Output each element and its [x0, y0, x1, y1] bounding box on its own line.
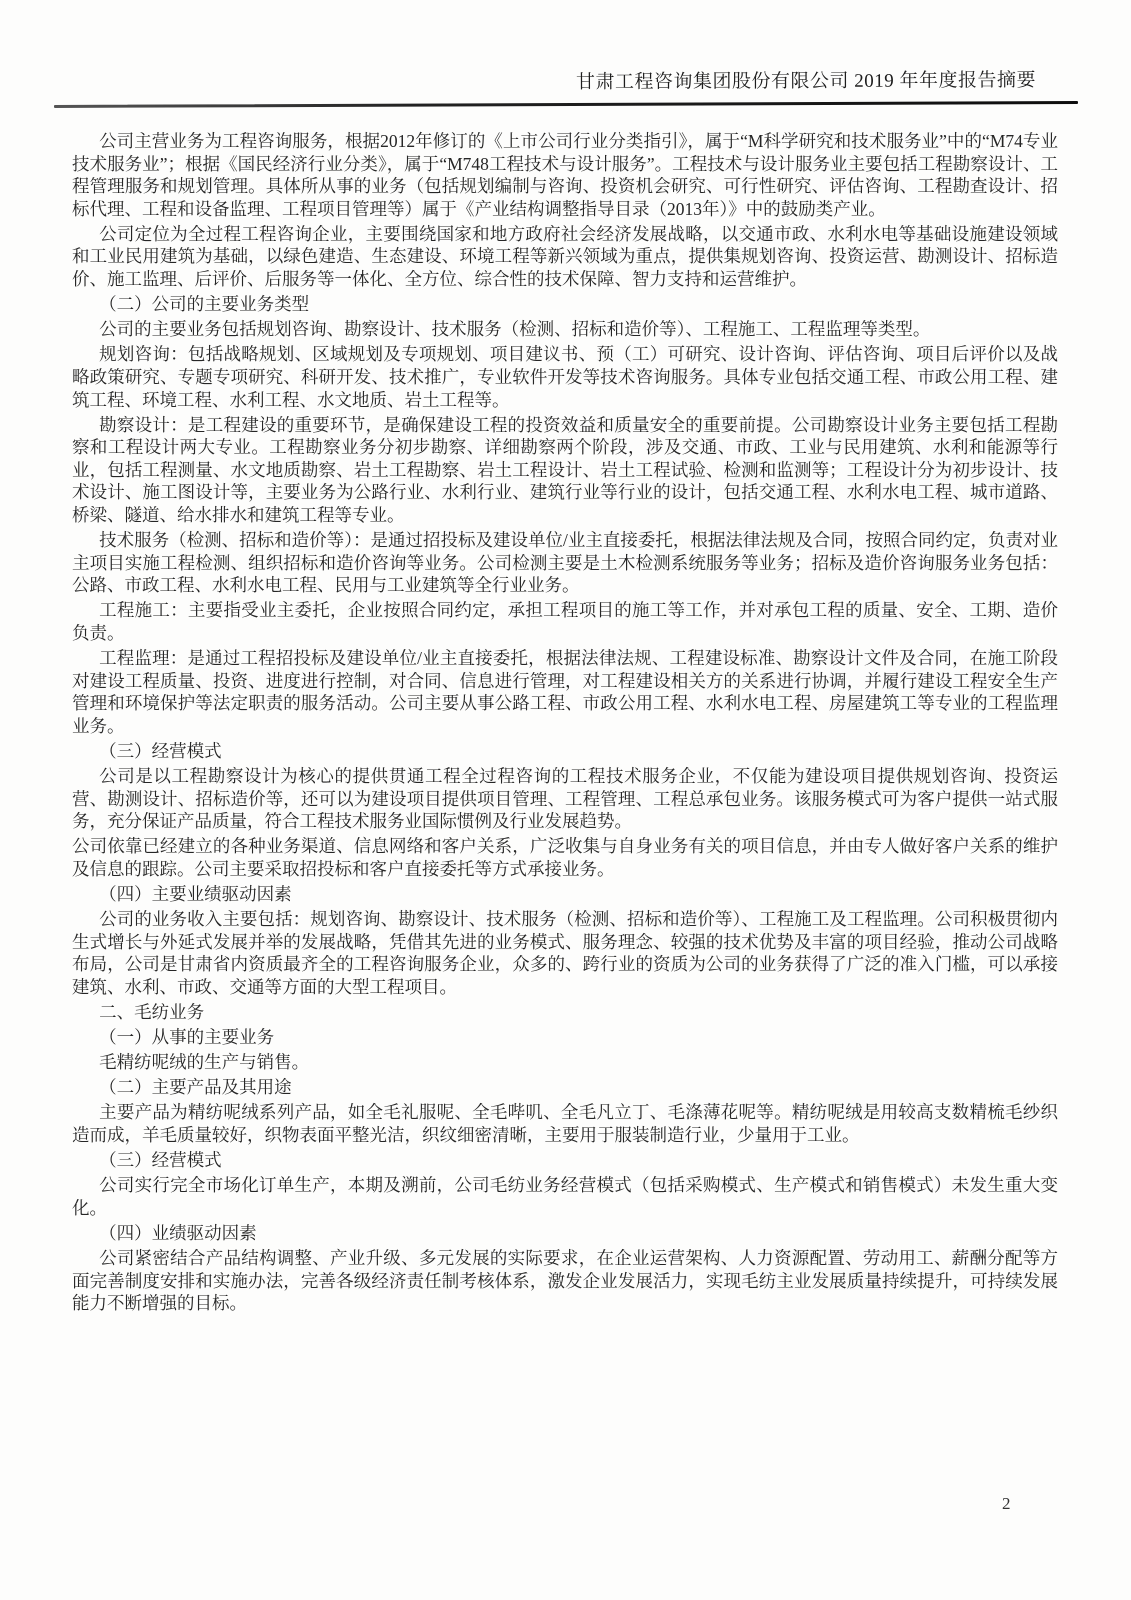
page-number: 2 [1002, 1494, 1011, 1513]
section-heading-business-types: （二）公司的主要业务类型 [99, 294, 310, 315]
paragraph-company-positioning: 公司定位为全过程工程咨询企业，主要围绕国家和地方政府社会经济发展战略，以交通市政、水利水电等基础设施建设领域和工业民用建筑为基础，以绿色建造、生态建设、环境工程等新兴领域为重点，提供集规划咨询、投资运营、勘测设计、招标造价、施工监理、后评价、后服务等一体化、全方位、综合性的技术保障、智力支持和运营维护。 [72, 223, 1058, 290]
header-rule-divider [54, 101, 1078, 108]
paragraph-revenue-drivers: 公司的业务收入主要包括：规划咨询、勘察设计、技术服务（检测、招标和造价等）、工程施工及工程监理。公司积极贯彻内生式增长与外延式发展并举的发展战略，凭借其先进的业务模式、服务理念、较强的技术优势及丰富的项目经验，推动公司战略布局，公司是甘肃省内资质最齐全的工程咨询服务企业，众多的、跨行业的资质为公司的业务获得了广泛的准入门槛，可以承接建筑、水利、市政、交通等方面的大型工程项目。 [72, 909, 1058, 997]
paragraph-business-channels: 公司依靠已经建立的各种业务渠道、信息网络和客户关系，广泛收集与自身业务有关的项目信息，并由专人做好客户关系的维护及信息的跟踪。公司主要采取招投标和客户直接委托等方式承接业务。 [72, 836, 1058, 879]
paragraph-wool-products: 主要产品为精纺呢绒系列产品，如全毛礼服呢、全毛哔叽、全毛凡立丁、毛涤薄花呢等。精纺呢绒是用较高支数精梳毛纱织造而成，羊毛质量较好，织物表面平整光洁，织纹细密清晰，主要用于服装制造行业，少量用于工业。 [72, 1102, 1058, 1145]
section-heading-performance-drivers: （四）主要业绩驱动因素 [99, 884, 292, 904]
paragraph-wool-performance-drivers: 公司紧密结合产品结构调整、产业升级、多元发展的实际要求，在企业运营架构、人力资源配置、劳动用工、薪酬分配等方面完善制度安排和实施办法，完善各级经济责任制考核体系，激发企业发展活力，实现毛纺主业发展质量持续提升，可持续发展能力不断增强的目标。 [72, 1247, 1058, 1314]
paragraph-business-overview: 公司的主要业务包括规划咨询、勘察设计、技术服务（检测、招标和造价等）、工程施工、工程监理等类型。 [99, 319, 931, 340]
section-heading-wool-business: 二、毛纺业务 [99, 1001, 205, 1022]
paragraph-operating-model: 公司是以工程勘察设计为核心的提供贯通工程全过程咨询的工程技术服务企业，不仅能为建设项目提供规划咨询、投资运营、勘测设计、招标造价等，还可以为建设项目提供项目管理、工程管理、工程总承包业务。该服务模式可为客户提供一站式服务，充分保证产品质量，符合工程技术服务业国际惯例及行业发展趋势。 [72, 766, 1058, 832]
paragraph-supervision: 工程监理：是通过工程招投标及建设单位/业主直接委托，根据法律法规、工程建设标准、勘察设计文件及合同，在施工阶段对建设工程质量、投资、进度进行控制，对合同、信息进行管理，对工程建设相关方的关系进行协调，并履行建设工程安全生产管理和环境保护等法定职责的服务活动。公司主要从事公路工程、市政公用工程、水利水电工程、房屋建筑工等专业的工程监理业务。 [72, 648, 1058, 736]
section-heading-operating-model: （三）经营模式 [99, 740, 222, 761]
section-heading-wool-performance-drivers: （四）业绩驱动因素 [99, 1222, 257, 1243]
section-heading-wool-main-business: （一）从事的主要业务 [99, 1027, 275, 1048]
paragraph-planning-consulting: 规划咨询：包括战略规划、区域规划及专项规划、项目建议书、预（工）可研究、设计咨询、评估咨询、项目后评价以及战略政策研究、专题专项研究、科研开发、技术推广，专业软件开发等技术咨询服务。具体专业包括交通工程、市政公用工程、建筑工程、环境工程、水利工程、水文地质、岩土工程等。 [72, 344, 1058, 410]
running-header-title: 甘肃工程咨询集团股份有限公司 2019 年年度报告摘要 [575, 69, 1037, 94]
paragraph-construction: 工程施工：主要指受业主委托，企业按照合同约定，承担工程项目的施工等工作，并对承包工程的质量、安全、工期、造价负责。 [72, 600, 1058, 643]
section-heading-wool-products: （二）主要产品及其用途 [99, 1077, 292, 1098]
paragraph-wool-main-business: 毛精纺呢绒的生产与销售。 [99, 1052, 310, 1073]
section-heading-wool-operating-model: （三）经营模式 [99, 1150, 222, 1171]
paragraph-technical-services: 技术服务（检测、招标和造价等）：是通过招投标及建设单位/业主直接委托，根据法律法规及合同，按照合同约定，负责对业主项目实施工程检测、组织招标和造价咨询等业务。公司检测主要是土木检测系统服务等业务；招标及造价咨询服务业务包括：公路、市政工程、水利水电工程、民用与工业建筑等全行业业务。 [72, 530, 1058, 596]
paragraph-main-business: 公司主营业务为工程咨询服务，根据2012年修订的《上市公司行业分类指引》，属于“M科学研究和技术服务业”中的“M74专业技术服务业”；根据《国民经济行业分类》，属于“M748工程技术与设计服务”。工程技术与设计服务业主要包括工程勘察设计、工程管理服务和规划管理。具体所从事的业务（包括规划编制与咨询、投资机会研究、可行性研究、评估咨询、工程勘查设计、招标代理、工程和设备监理、工程项目管理等）属于《产业结构调整指导目录（2013年）》中的鼓励类产业。 [72, 131, 1058, 219]
paragraph-survey-design: 勘察设计：是工程建设的重要环节，是确保建设工程的投资效益和质量安全的重要前提。公司勘察设计业务主要包括工程勘察和工程设计两大专业。工程勘察业务分初步勘察、详细勘察两个阶段，涉及交通、市政、工业与民用建筑、水利和能源等行业，包括工程测量、水文地质勘察、岩土工程勘察、岩土工程设计、岩土工程试验、检测和监测等；工程设计分为初步设计、技术设计、施工图设计等，主要业务为公路行业、水利行业、建筑行业等行业的设计，包括交通工程、水利水电工程、城市道路、桥梁、隧道、给水排水和建筑工程等专业。 [72, 414, 1058, 525]
document-body [72, 130, 1058, 1317]
paragraph-wool-operating-model: 公司实行完全市场化订单生产，本期及溯前，公司毛纺业务经营模式（包括采购模式、生产模式和销售模式）未发生重大变化。 [72, 1175, 1058, 1218]
